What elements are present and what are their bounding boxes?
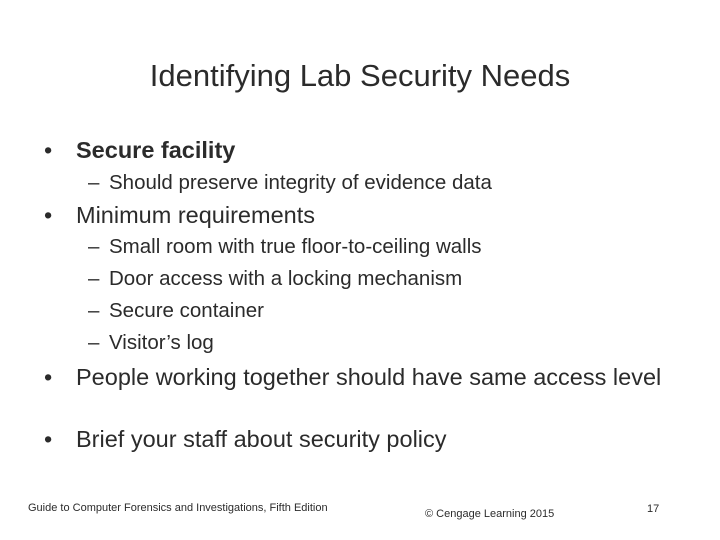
subbullet-text: Door access with a locking mechanism [109, 267, 463, 290]
subbullet-marker: – [88, 331, 100, 354]
footer-page-number: 17 [647, 503, 660, 515]
subbullet-marker: – [88, 299, 100, 322]
footer-book-title: Guide to Computer Forensics and Investigations, Fifth Edition [28, 502, 328, 514]
bullet-text: People working together should have same access level [76, 364, 662, 390]
footer-copyright: © Cengage Learning 2015 [425, 508, 555, 520]
subbullet-text: Visitor’s log [109, 331, 214, 354]
subbullet-text: Small room with true floor-to-ceiling walls [109, 235, 482, 258]
subbullet-text: Secure container [109, 299, 264, 322]
bullet-text: Secure facility [76, 137, 236, 163]
subbullet-marker: – [88, 171, 100, 194]
slide-title: Identifying Lab Security Needs [149, 58, 571, 93]
subbullet-marker: – [88, 235, 100, 258]
bullet-marker: • [44, 364, 53, 390]
subbullet-marker: – [88, 267, 100, 290]
bullet-marker: • [44, 137, 53, 163]
bullet-text: Brief your staff about security policy [76, 426, 447, 452]
subbullet-text: Should preserve integrity of evidence data [109, 171, 492, 194]
bullet-marker: • [44, 426, 53, 452]
bullet-text: Minimum requirements [76, 202, 315, 228]
bullet-marker: • [44, 202, 53, 228]
